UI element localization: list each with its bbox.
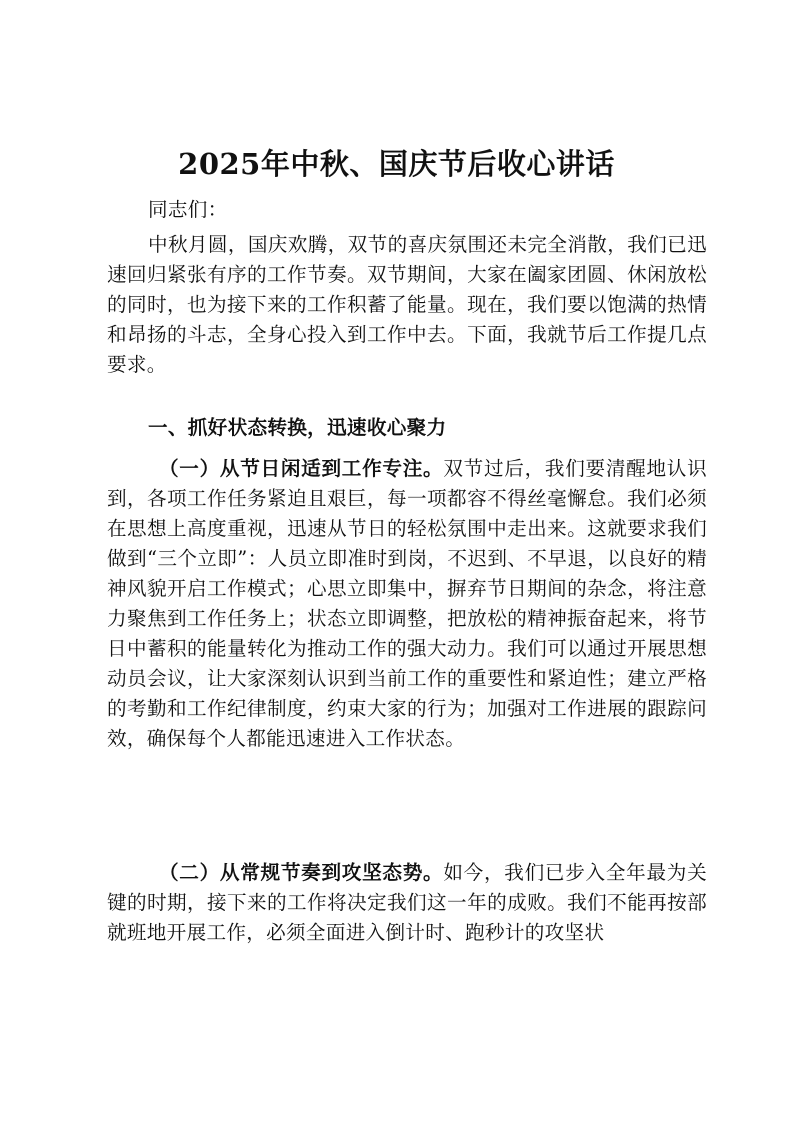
salutation: 同志们： xyxy=(148,198,228,221)
item-paragraph-1 xyxy=(107,454,707,754)
intro-paragraph: 中秋月圆，国庆欢腾，双节的喜庆氛围还未完全消散，我们已迅速回归紧张有序的工作节奏。双节期间，大家在阖家团圆、休闲放松的同时，也为接下来的工作积蓄了能量。现在，我们要以饱满的热情和昂扬的斗志，全身心投入到工作中去。下面，我就节后工作提几点要求。 xyxy=(107,233,707,376)
item-2-lead: （二）从常规节奏到攻坚态势。 xyxy=(159,861,444,884)
section-heading-1: 一、抓好状态转换，迅速收心聚力 xyxy=(148,416,447,439)
item-paragraph-2 xyxy=(107,858,707,948)
item-1-lead: （一）从节日闲适到工作专注。 xyxy=(159,457,444,480)
item-1-text: 双节过后，我们要清醒地认识到，各项工作任务紧迫且艰巨，每一项都容不得丝毫懈怠。我们必须在思想上高度重视，迅速从节日的轻松氛围中走出来。这就要求我们做到“三个立即”：人员立即准时到岗，不迟到、不早退，以良好的精神风貌开启工作模式；心思立即集中，摒弃节日期间的杂念，将注意力聚焦到工作任务上；状态立即调整，把放松的精神振奋起来，将节日中蓄积的能量转化为推动工作的强大动力。我们可以通过开展思想动员会议，让大家深刻认识到当前工作的重要性和紧迫性；建立严格的考勤和工作纪律制度，约束大家的行为；加强对工作进展的跟踪问效，确保每个人都能迅速进入工作状态。 xyxy=(107,457,707,750)
item-2-text: 如今，我们已步入全年最为关键的时期，接下来的工作将决定我们这一年的成败。我们不能再按部就班地开展工作，必须全面进入倒计时、跑秒计的攻坚状 xyxy=(107,861,707,944)
document-title: 2025年中秋、国庆节后收心讲话 xyxy=(178,147,615,181)
